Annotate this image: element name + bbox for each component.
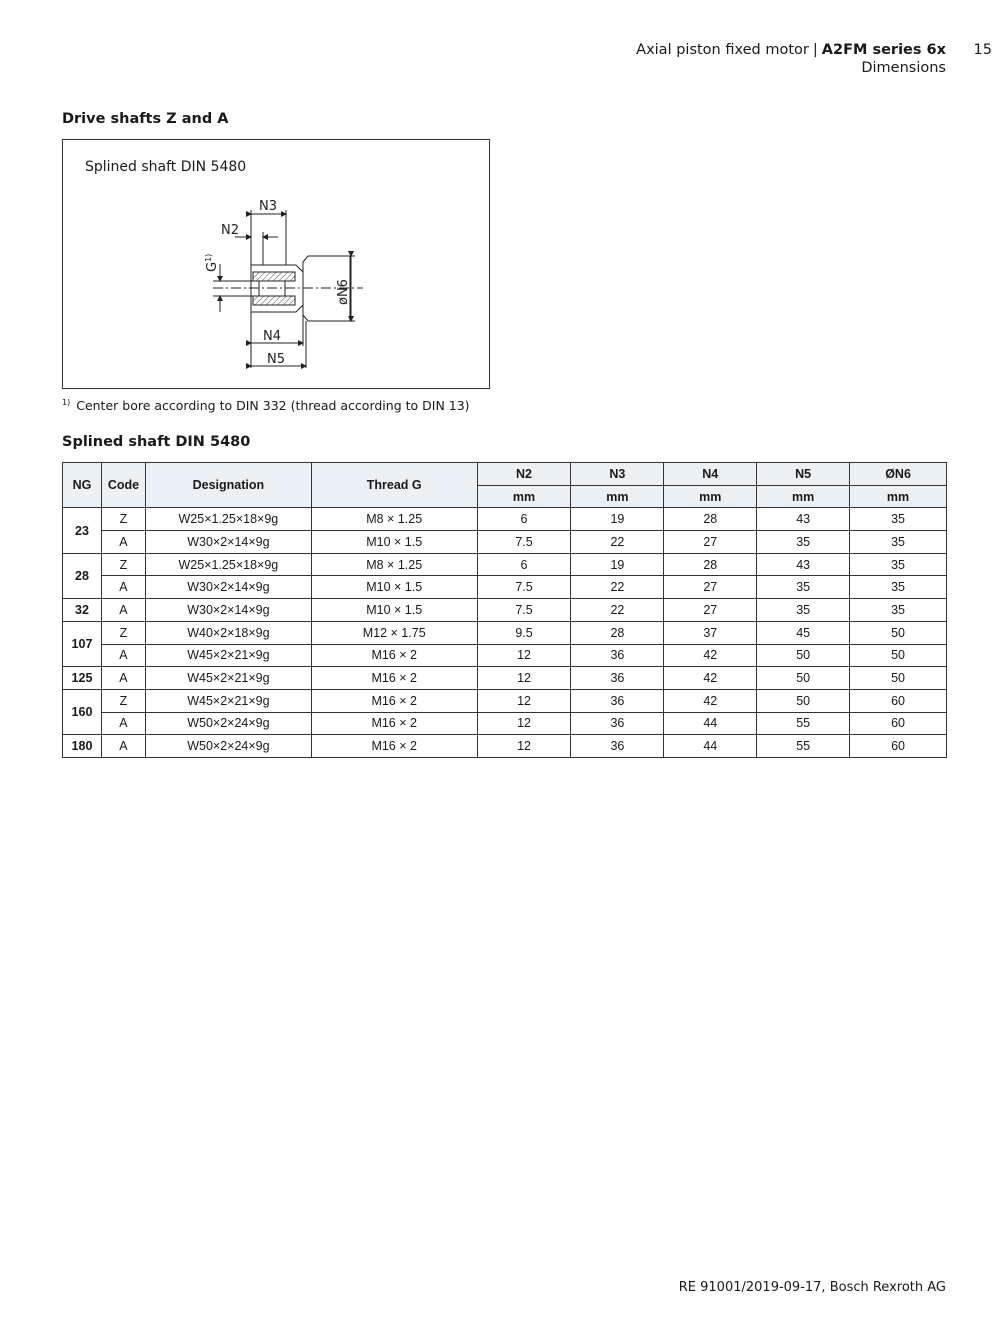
table-row xyxy=(63,508,947,531)
n2-cell: 7.5 xyxy=(477,531,571,554)
code-cell: A xyxy=(101,735,145,758)
label-g: $G^{1)}$ xyxy=(204,253,220,272)
thread-cell: M16 × 2 xyxy=(311,644,477,667)
designation-cell: W25×1.25×18×9g xyxy=(145,508,311,531)
n6-cell: 35 xyxy=(850,553,947,576)
ng-cell: 125 xyxy=(63,667,102,690)
thread-cell: M10 × 1.5 xyxy=(311,531,477,554)
designation-cell: W45×2×21×9g xyxy=(145,689,311,712)
footnote-marker: 1) xyxy=(62,398,71,407)
n3-cell: 22 xyxy=(571,531,664,554)
col-code: Code xyxy=(101,463,145,508)
designation-cell: W25×1.25×18×9g xyxy=(145,553,311,576)
n6-cell: 50 xyxy=(850,667,947,690)
designation-cell: W40×2×18×9g xyxy=(145,621,311,644)
table-row xyxy=(63,667,947,690)
n2-cell: 7.5 xyxy=(477,599,571,622)
thread-cell: M8 × 1.25 xyxy=(311,508,477,531)
n5-cell: 45 xyxy=(757,621,850,644)
table-row xyxy=(63,712,947,735)
n3-cell: 19 xyxy=(571,553,664,576)
shaft-figure xyxy=(62,139,490,389)
table-row xyxy=(63,576,947,599)
thread-cell: M8 × 1.25 xyxy=(311,553,477,576)
n5-cell: 43 xyxy=(757,508,850,531)
splined-shaft-table xyxy=(62,462,947,758)
drive-shafts-heading: Drive shafts Z and A xyxy=(62,111,229,127)
n4-cell: 28 xyxy=(664,553,757,576)
label-n4: N4 xyxy=(263,329,281,344)
n4-cell: 42 xyxy=(664,689,757,712)
n5-cell: 55 xyxy=(757,712,850,735)
n4-cell: 44 xyxy=(664,735,757,758)
n6-cell: 50 xyxy=(850,644,947,667)
table-heading: Splined shaft DIN 5480 xyxy=(62,434,251,450)
table-row xyxy=(63,689,947,712)
ng-cell: 180 xyxy=(63,735,102,758)
n5-cell: 35 xyxy=(757,599,850,622)
col-n6: ØN6 xyxy=(850,463,947,486)
ng-cell: 32 xyxy=(63,599,102,622)
n6-cell: 60 xyxy=(850,712,947,735)
n5-cell: 35 xyxy=(757,531,850,554)
col-ng: NG xyxy=(63,463,102,508)
table-row xyxy=(63,553,947,576)
n6-cell: 35 xyxy=(850,508,947,531)
n4-cell: 44 xyxy=(664,712,757,735)
footnote xyxy=(62,398,470,413)
n3-cell: 36 xyxy=(571,644,664,667)
table-row xyxy=(63,644,947,667)
n3-cell: 36 xyxy=(571,735,664,758)
thread-cell: M12 × 1.75 xyxy=(311,621,477,644)
thread-cell: M10 × 1.5 xyxy=(311,576,477,599)
n3-cell: 22 xyxy=(571,576,664,599)
figure-caption: Splined shaft DIN 5480 xyxy=(85,159,247,175)
unit-n6: mm xyxy=(850,485,947,508)
unit-n4: mm xyxy=(664,485,757,508)
n3-cell: 22 xyxy=(571,599,664,622)
header-title: Axial piston fixed motor xyxy=(636,42,809,58)
designation-cell: W30×2×14×9g xyxy=(145,531,311,554)
n5-cell: 55 xyxy=(757,735,850,758)
n3-cell: 36 xyxy=(571,667,664,690)
code-cell: Z xyxy=(101,508,145,531)
col-n4: N4 xyxy=(664,463,757,486)
code-cell: Z xyxy=(101,689,145,712)
n4-cell: 27 xyxy=(664,576,757,599)
header-series: A2FM series 6x xyxy=(821,42,946,58)
n2-cell: 9.5 xyxy=(477,621,571,644)
page-number: 15 xyxy=(973,42,992,58)
code-cell: A xyxy=(101,712,145,735)
label-n5: N5 xyxy=(267,352,285,367)
n6-cell: 35 xyxy=(850,599,947,622)
ng-cell: 107 xyxy=(63,621,102,666)
table-row xyxy=(63,621,947,644)
col-thread: Thread G xyxy=(311,463,477,508)
thread-cell: M16 × 2 xyxy=(311,667,477,690)
footnote-text: Center bore according to DIN 332 (thread according to DIN 13) xyxy=(76,398,470,414)
n4-cell: 28 xyxy=(664,508,757,531)
designation-cell: W45×2×21×9g xyxy=(145,667,311,690)
n6-cell: 50 xyxy=(850,621,947,644)
n2-cell: 12 xyxy=(477,712,571,735)
n4-cell: 27 xyxy=(664,599,757,622)
n2-cell: 12 xyxy=(477,689,571,712)
n5-cell: 50 xyxy=(757,644,850,667)
col-n2: N2 xyxy=(477,463,571,486)
thread-cell: M16 × 2 xyxy=(311,735,477,758)
designation-cell: W50×2×24×9g xyxy=(145,735,311,758)
code-cell: A xyxy=(101,644,145,667)
code-cell: A xyxy=(101,531,145,554)
designation-cell: W45×2×21×9g xyxy=(145,644,311,667)
n2-cell: 12 xyxy=(477,644,571,667)
n5-cell: 35 xyxy=(757,576,850,599)
label-n2: N2 xyxy=(221,223,239,238)
page-footer: RE 91001/2019-09-17, Bosch Rexroth AG xyxy=(678,1280,946,1295)
n3-cell: 28 xyxy=(571,621,664,644)
col-n5: N5 xyxy=(757,463,850,486)
n3-cell: 36 xyxy=(571,689,664,712)
n6-cell: 35 xyxy=(850,576,947,599)
designation-cell: W30×2×14×9g xyxy=(145,576,311,599)
code-cell: A xyxy=(101,599,145,622)
n4-cell: 27 xyxy=(664,531,757,554)
ng-cell: 160 xyxy=(63,689,102,734)
table-row xyxy=(63,599,947,622)
n4-cell: 42 xyxy=(664,644,757,667)
n2-cell: 7.5 xyxy=(477,576,571,599)
designation-cell: W30×2×14×9g xyxy=(145,599,311,622)
table-row xyxy=(63,735,947,758)
ng-cell: 23 xyxy=(63,508,102,553)
ng-cell: 28 xyxy=(63,553,102,598)
col-n3: N3 xyxy=(571,463,664,486)
code-cell: A xyxy=(101,576,145,599)
code-cell: Z xyxy=(101,553,145,576)
n3-cell: 36 xyxy=(571,712,664,735)
n2-cell: 6 xyxy=(477,508,571,531)
n5-cell: 50 xyxy=(757,689,850,712)
code-cell: A xyxy=(101,667,145,690)
n6-cell: 60 xyxy=(850,735,947,758)
n4-cell: 42 xyxy=(664,667,757,690)
n6-cell: 60 xyxy=(850,689,947,712)
n2-cell: 12 xyxy=(477,735,571,758)
n5-cell: 50 xyxy=(757,667,850,690)
header-section: Dimensions xyxy=(861,60,946,76)
thread-cell: M10 × 1.5 xyxy=(311,599,477,622)
n6-cell: 35 xyxy=(850,531,947,554)
thread-cell: M16 × 2 xyxy=(311,712,477,735)
table-row xyxy=(63,531,947,554)
n3-cell: 19 xyxy=(571,508,664,531)
n2-cell: 6 xyxy=(477,553,571,576)
label-n6: øN6 xyxy=(336,279,351,305)
n5-cell: 43 xyxy=(757,553,850,576)
n2-cell: 12 xyxy=(477,667,571,690)
unit-n3: mm xyxy=(571,485,664,508)
n4-cell: 37 xyxy=(664,621,757,644)
header-separator: | xyxy=(812,42,818,58)
shaft-drawing xyxy=(63,140,491,390)
label-n3: N3 xyxy=(259,199,277,214)
unit-n5: mm xyxy=(757,485,850,508)
code-cell: Z xyxy=(101,621,145,644)
thread-cell: M16 × 2 xyxy=(311,689,477,712)
unit-n2: mm xyxy=(477,485,571,508)
col-designation: Designation xyxy=(145,463,311,508)
designation-cell: W50×2×24×9g xyxy=(145,712,311,735)
